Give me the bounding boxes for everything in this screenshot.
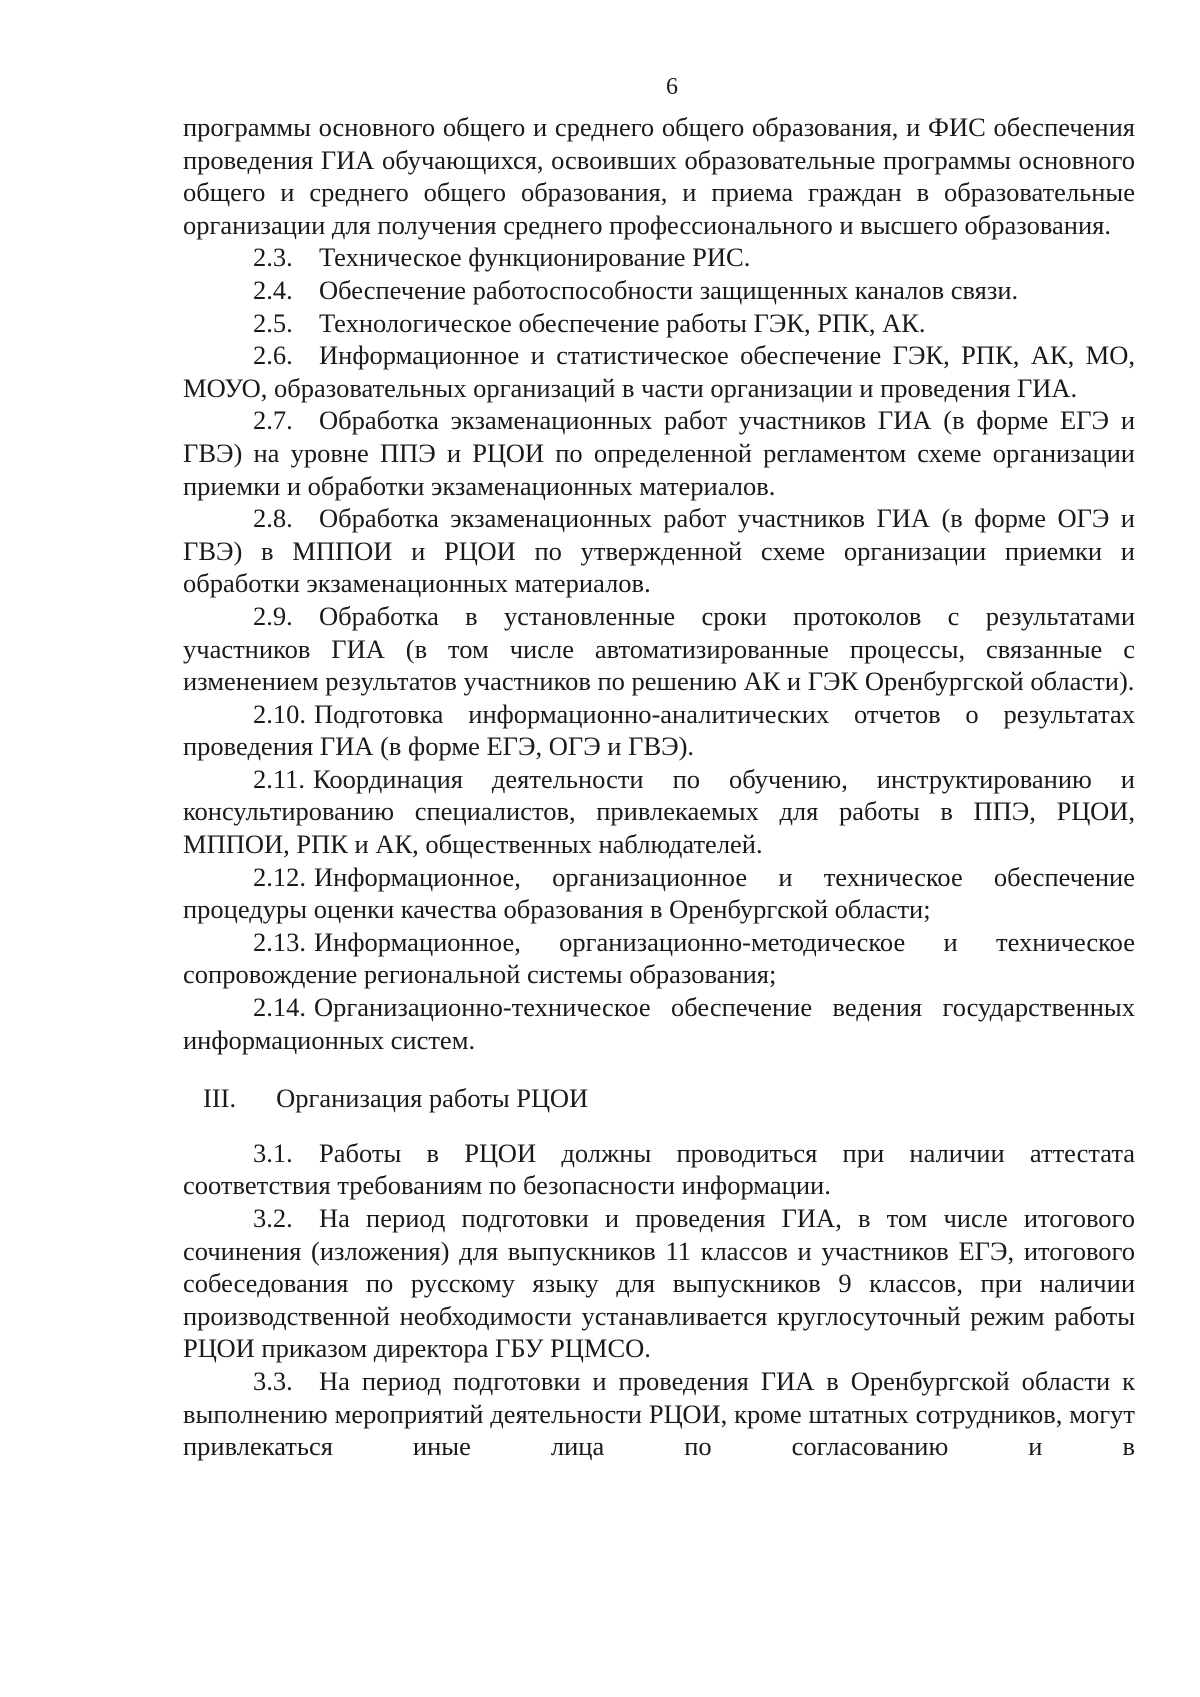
item-number: 3.1. [253, 1137, 293, 1168]
section-heading [183, 1082, 1135, 1115]
list-item-2-7 [183, 404, 1135, 502]
item-text: Техническое функционирование РИС. [319, 242, 751, 273]
list-item-2-10 [183, 698, 1135, 763]
page-number: 6 [666, 74, 678, 100]
list-item-2-3 [183, 241, 1135, 274]
continuation-paragraph: программы основного общего и среднего общего образования, и ФИС обеспечения проведения ГИА обучающихся, освоивших образовательные программы основного общего и среднего общего образования, и приема граждан в образовательные организации для получения среднего профессионального и высшего образования. [183, 112, 1135, 240]
item-text: Организационно-техническое обеспечение ведения государственных информационных систем. [183, 992, 1135, 1055]
list-item-2-5 [183, 307, 1135, 340]
item-number: 2.3. [253, 242, 293, 273]
document-body [183, 111, 1135, 1463]
list-item-3-1 [183, 1137, 1135, 1202]
list-item-3-2 [183, 1202, 1135, 1365]
item-text: Информационное, организационно-методическое и техническое сопровождение региональной системы образования; [183, 926, 1135, 990]
section-title: Организация работы РЦОИ [276, 1083, 589, 1114]
item-text: Информационное и статистическое обеспечение ГЭК, РПК, АК, МО, МОУО, образовательных организаций в части организации и проведения ГИА. [183, 340, 1135, 403]
item-number: 2.6. [253, 340, 293, 371]
item-number: 2.8. [253, 503, 293, 534]
list-item-2-9 [183, 600, 1135, 698]
list-item-2-12 [183, 861, 1135, 926]
list-item-2-4 [183, 274, 1135, 307]
item-text: Обработка в установленные сроки протоколов с результатами участников ГИА (в том числе автоматизированные процессы, связанные с изменением результатов участников по решению АК и ГЭК Оренбургской области). [183, 600, 1135, 697]
item-number: 2.14. [253, 992, 306, 1023]
item-number: 2.10. [253, 698, 306, 729]
item-text: Подготовка информационно-аналитических отчетов о результатах проведения ГИА (в форме ЕГЭ, ОГЭ и ГВЭ). [183, 698, 1135, 762]
list-item-2-11 [183, 763, 1135, 861]
item-number: 3.2. [253, 1203, 293, 1233]
item-number: 2.4. [253, 274, 293, 305]
item-text: Обработка экзаменационных работ участников ГИА (в форме ЕГЭ и ГВЭ) на уровне ППЭ и РЦОИ по определенной регламентом схеме организации приемки и обработки экзаменационных материалов. [183, 405, 1135, 501]
item-number: 3.3. [253, 1365, 293, 1396]
item-text: Работы в РЦОИ должны проводиться при наличии аттестата соответствия требованиям по безопасности информации. [183, 1137, 1135, 1201]
item-number: 2.7. [253, 405, 293, 436]
item-number: 2.13. [253, 926, 306, 957]
item-text: Технологическое обеспечение работы ГЭК, РПК, АК. [319, 307, 926, 338]
item-text: Координация деятельности по обучению, инструктированию и консультированию специалистов, привлекаемых для работы в ППЭ, РЦОИ, МППОИ, РПК и АК, общественных наблюдателей. [183, 763, 1135, 860]
item-text: На период подготовки и проведения ГИА, в том числе итогового сочинения (изложения) для выпускников 11 классов и участников ЕГЭ, итогового собеседования по русскому языку для выпускников 9 классов, при наличии производственной необходимости устанавливается круглосуточный режим работы РЦОИ приказом директора ГБУ РЦМСО. [183, 1203, 1135, 1364]
item-text: Информационное, организационное и техническое обеспечение процедуры оценки качества образования в Оренбургской области; [183, 861, 1135, 925]
section-number: III. [203, 1083, 237, 1114]
item-text: Обработка экзаменационных работ участников ГИА (в форме ОГЭ и ГВЭ) в МППОИ и РЦОИ по утвержденной схеме организации приемки и обработки экзаменационных материалов. [183, 503, 1135, 599]
list-item-2-14 [183, 991, 1135, 1056]
list-item-2-13 [183, 926, 1135, 991]
item-number: 2.12. [253, 861, 306, 892]
item-number: 2.11. [253, 763, 306, 794]
list-item-2-6 [183, 339, 1135, 404]
item-number: 2.5. [253, 307, 293, 338]
item-number: 2.9. [253, 600, 293, 631]
list-item-2-8 [183, 502, 1135, 600]
list-item-3-3 [183, 1365, 1135, 1463]
item-text: Обеспечение работоспособности защищенных каналов связи. [319, 274, 1019, 305]
item-text: На период подготовки и проведения ГИА в Оренбургской области к выполнению мероприятий деятельности РЦОИ, кроме штатных сотрудников, могут привлекаться иные лица по согласованию и в [183, 1365, 1135, 1462]
